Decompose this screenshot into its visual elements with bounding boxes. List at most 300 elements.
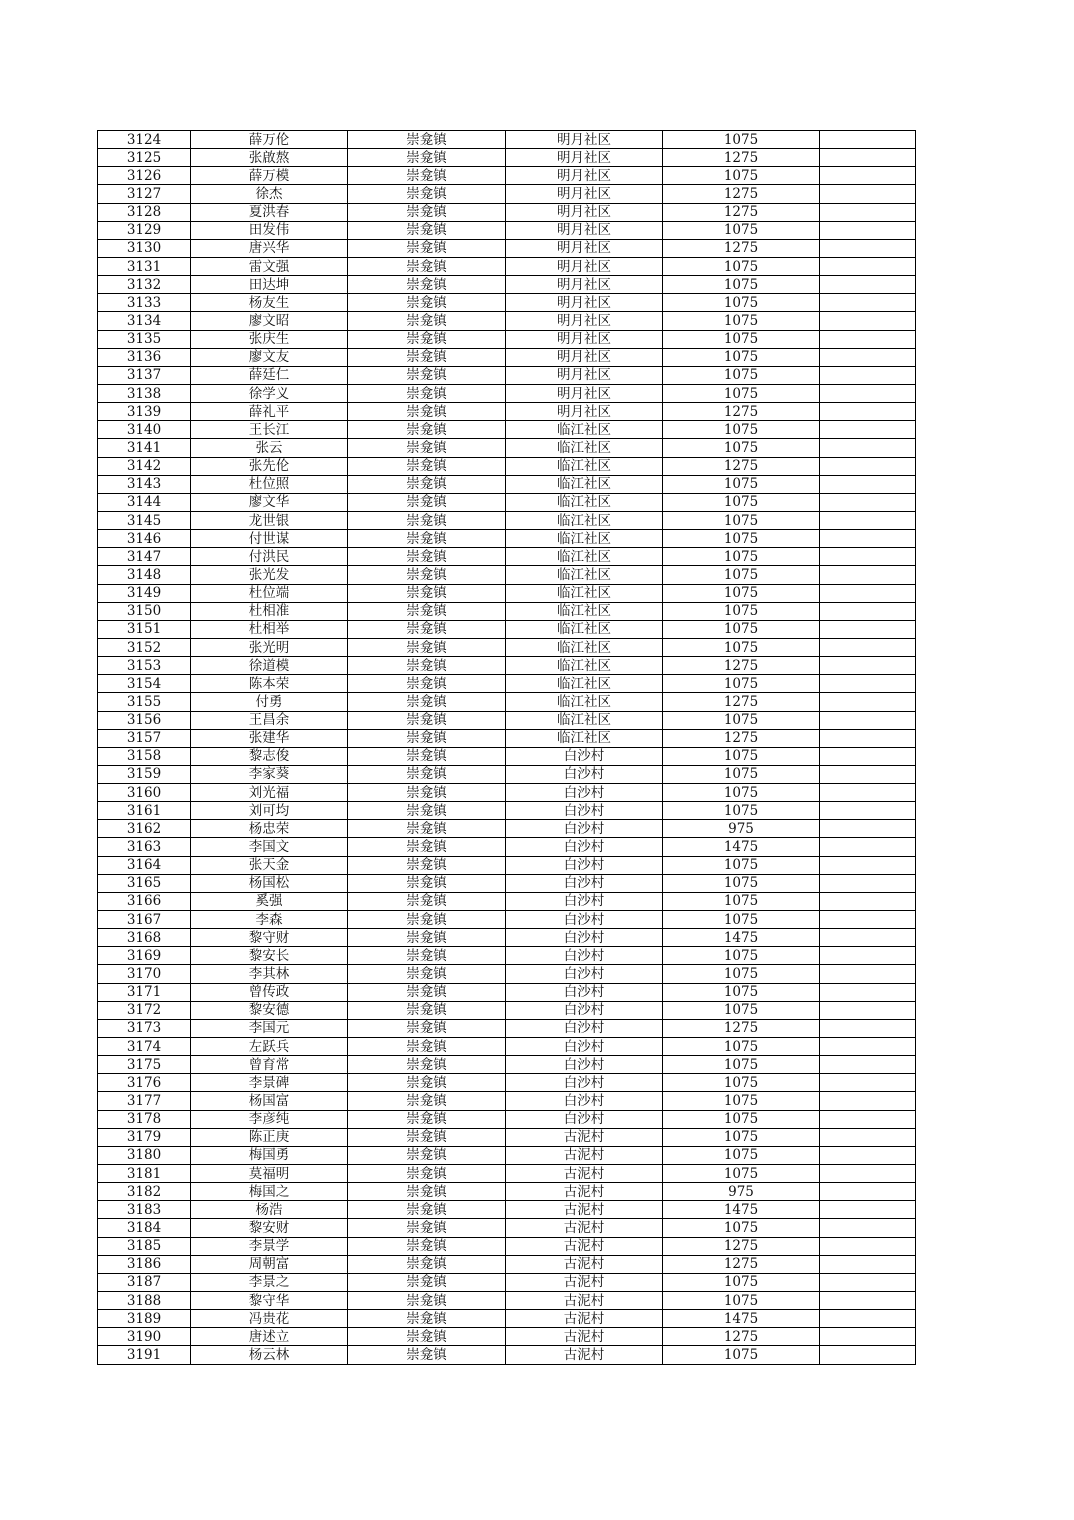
cell-town: 崇龛镇 <box>348 693 506 711</box>
cell-row-number: 3135 <box>98 330 191 348</box>
cell-remark <box>820 167 916 185</box>
cell-village: 白沙村 <box>506 965 663 983</box>
cell-remark <box>820 548 916 566</box>
table-row <box>98 657 916 675</box>
cell-row-number: 3174 <box>98 1038 191 1056</box>
cell-amount: 1075 <box>663 221 820 239</box>
cell-row-number: 3158 <box>98 747 191 765</box>
cell-town: 崇龛镇 <box>348 403 506 421</box>
cell-person-name: 杨国富 <box>191 1092 348 1110</box>
cell-amount: 1075 <box>663 784 820 802</box>
table-row <box>98 131 916 149</box>
cell-remark <box>820 784 916 802</box>
cell-town: 崇龛镇 <box>348 548 506 566</box>
cell-town: 崇龛镇 <box>348 874 506 892</box>
cell-town: 崇龛镇 <box>348 947 506 965</box>
cell-amount: 1075 <box>663 675 820 693</box>
table-row <box>98 1273 916 1291</box>
cell-amount: 1075 <box>663 530 820 548</box>
cell-person-name: 薛万模 <box>191 167 348 185</box>
cell-village: 白沙村 <box>506 1074 663 1092</box>
cell-village: 古泥村 <box>506 1292 663 1310</box>
cell-village: 古泥村 <box>506 1328 663 1346</box>
cell-person-name: 杜相举 <box>191 620 348 638</box>
cell-person-name: 付世谋 <box>191 530 348 548</box>
cell-town: 崇龛镇 <box>348 421 506 439</box>
cell-remark <box>820 330 916 348</box>
cell-village: 古泥村 <box>506 1273 663 1291</box>
cell-town: 崇龛镇 <box>348 983 506 1001</box>
cell-row-number: 3133 <box>98 294 191 312</box>
cell-village: 明月社区 <box>506 149 663 167</box>
cell-town: 崇龛镇 <box>348 711 506 729</box>
table-row <box>98 312 916 330</box>
cell-amount: 975 <box>663 820 820 838</box>
cell-town: 崇龛镇 <box>348 1310 506 1328</box>
cell-row-number: 3144 <box>98 493 191 511</box>
cell-row-number: 3153 <box>98 657 191 675</box>
cell-amount: 1075 <box>663 711 820 729</box>
cell-person-name: 陈正庚 <box>191 1128 348 1146</box>
cell-row-number: 3188 <box>98 1292 191 1310</box>
cell-person-name: 薛万伦 <box>191 131 348 149</box>
cell-remark <box>820 1165 916 1183</box>
cell-village: 白沙村 <box>506 1001 663 1019</box>
cell-amount: 1075 <box>663 312 820 330</box>
table-row <box>98 439 916 457</box>
cell-village: 白沙村 <box>506 1056 663 1074</box>
cell-village: 临江社区 <box>506 638 663 656</box>
cell-row-number: 3177 <box>98 1092 191 1110</box>
cell-remark <box>820 1292 916 1310</box>
cell-person-name: 雷文强 <box>191 257 348 275</box>
cell-village: 白沙村 <box>506 765 663 783</box>
cell-amount: 1275 <box>663 403 820 421</box>
cell-town: 崇龛镇 <box>348 203 506 221</box>
cell-amount: 1275 <box>663 149 820 167</box>
cell-row-number: 3147 <box>98 548 191 566</box>
cell-row-number: 3126 <box>98 167 191 185</box>
cell-town: 崇龛镇 <box>348 1292 506 1310</box>
cell-row-number: 3171 <box>98 983 191 1001</box>
cell-town: 崇龛镇 <box>348 294 506 312</box>
table-row <box>98 820 916 838</box>
cell-amount: 1075 <box>663 856 820 874</box>
table-row <box>98 965 916 983</box>
cell-remark <box>820 638 916 656</box>
cell-remark <box>820 838 916 856</box>
cell-row-number: 3151 <box>98 620 191 638</box>
cell-village: 白沙村 <box>506 1110 663 1128</box>
cell-village: 临江社区 <box>506 675 663 693</box>
cell-remark <box>820 802 916 820</box>
cell-remark <box>820 1092 916 1110</box>
cell-row-number: 3160 <box>98 784 191 802</box>
cell-remark <box>820 1038 916 1056</box>
cell-town: 崇龛镇 <box>348 838 506 856</box>
cell-town: 崇龛镇 <box>348 1019 506 1037</box>
cell-remark <box>820 620 916 638</box>
cell-amount: 1075 <box>663 620 820 638</box>
cell-amount: 1075 <box>663 1273 820 1291</box>
cell-row-number: 3143 <box>98 475 191 493</box>
cell-amount: 1475 <box>663 1201 820 1219</box>
cell-person-name: 张光明 <box>191 638 348 656</box>
table-row <box>98 983 916 1001</box>
cell-row-number: 3125 <box>98 149 191 167</box>
cell-remark <box>820 511 916 529</box>
cell-remark <box>820 276 916 294</box>
cell-person-name: 徐杰 <box>191 185 348 203</box>
table-row <box>98 620 916 638</box>
cell-remark <box>820 1237 916 1255</box>
cell-person-name: 曾传政 <box>191 983 348 1001</box>
cell-town: 崇龛镇 <box>348 911 506 929</box>
cell-amount: 1075 <box>663 638 820 656</box>
cell-town: 崇龛镇 <box>348 167 506 185</box>
table-row <box>98 1292 916 1310</box>
cell-village: 白沙村 <box>506 874 663 892</box>
cell-remark <box>820 384 916 402</box>
cell-town: 崇龛镇 <box>348 784 506 802</box>
cell-village: 白沙村 <box>506 1092 663 1110</box>
cell-village: 古泥村 <box>506 1183 663 1201</box>
cell-remark <box>820 530 916 548</box>
cell-remark <box>820 239 916 257</box>
table-row <box>98 602 916 620</box>
cell-amount: 1075 <box>663 983 820 1001</box>
cell-person-name: 杨浩 <box>191 1201 348 1219</box>
cell-town: 崇龛镇 <box>348 257 506 275</box>
cell-person-name: 付洪民 <box>191 548 348 566</box>
cell-amount: 1075 <box>663 276 820 294</box>
cell-village: 明月社区 <box>506 203 663 221</box>
cell-person-name: 黎守财 <box>191 929 348 947</box>
cell-person-name: 莫福明 <box>191 1165 348 1183</box>
cell-person-name: 黎安财 <box>191 1219 348 1237</box>
cell-row-number: 3154 <box>98 675 191 693</box>
cell-remark <box>820 1019 916 1037</box>
cell-village: 临江社区 <box>506 493 663 511</box>
cell-amount: 1475 <box>663 929 820 947</box>
cell-person-name: 李家葵 <box>191 765 348 783</box>
cell-village: 明月社区 <box>506 167 663 185</box>
cell-person-name: 徐道模 <box>191 657 348 675</box>
cell-village: 白沙村 <box>506 892 663 910</box>
cell-remark <box>820 348 916 366</box>
cell-town: 崇龛镇 <box>348 384 506 402</box>
cell-person-name: 廖文昭 <box>191 312 348 330</box>
cell-row-number: 3184 <box>98 1219 191 1237</box>
table-row <box>98 330 916 348</box>
cell-row-number: 3168 <box>98 929 191 947</box>
cell-amount: 1075 <box>663 802 820 820</box>
cell-town: 崇龛镇 <box>348 276 506 294</box>
cell-remark <box>820 185 916 203</box>
cell-amount: 1475 <box>663 838 820 856</box>
cell-village: 临江社区 <box>506 584 663 602</box>
cell-village: 白沙村 <box>506 838 663 856</box>
cell-person-name: 张庆生 <box>191 330 348 348</box>
cell-amount: 1075 <box>663 330 820 348</box>
cell-town: 崇龛镇 <box>348 1146 506 1164</box>
cell-person-name: 刘可均 <box>191 802 348 820</box>
roster-table-body <box>98 131 916 1365</box>
cell-town: 崇龛镇 <box>348 530 506 548</box>
table-row <box>98 1328 916 1346</box>
table-row <box>98 1255 916 1273</box>
table-row <box>98 239 916 257</box>
cell-remark <box>820 457 916 475</box>
table-row <box>98 802 916 820</box>
cell-remark <box>820 493 916 511</box>
cell-row-number: 3169 <box>98 947 191 965</box>
cell-town: 崇龛镇 <box>348 1237 506 1255</box>
cell-row-number: 3148 <box>98 566 191 584</box>
cell-remark <box>820 675 916 693</box>
table-row <box>98 1074 916 1092</box>
table-row <box>98 366 916 384</box>
cell-town: 崇龛镇 <box>348 1001 506 1019</box>
cell-remark <box>820 1310 916 1328</box>
cell-row-number: 3175 <box>98 1056 191 1074</box>
cell-row-number: 3149 <box>98 584 191 602</box>
cell-remark <box>820 1183 916 1201</box>
cell-village: 临江社区 <box>506 421 663 439</box>
cell-village: 临江社区 <box>506 693 663 711</box>
cell-town: 崇龛镇 <box>348 239 506 257</box>
cell-village: 古泥村 <box>506 1165 663 1183</box>
cell-town: 崇龛镇 <box>348 657 506 675</box>
cell-village: 明月社区 <box>506 366 663 384</box>
cell-amount: 1275 <box>663 657 820 675</box>
cell-village: 临江社区 <box>506 657 663 675</box>
cell-remark <box>820 1201 916 1219</box>
table-row <box>98 548 916 566</box>
table-row <box>98 1056 916 1074</box>
cell-person-name: 杜位端 <box>191 584 348 602</box>
table-row <box>98 221 916 239</box>
cell-row-number: 3166 <box>98 892 191 910</box>
table-row <box>98 838 916 856</box>
cell-row-number: 3157 <box>98 729 191 747</box>
cell-row-number: 3162 <box>98 820 191 838</box>
cell-village: 白沙村 <box>506 856 663 874</box>
table-row <box>98 784 916 802</box>
cell-person-name: 田发伟 <box>191 221 348 239</box>
table-row <box>98 729 916 747</box>
cell-town: 崇龛镇 <box>348 348 506 366</box>
table-row <box>98 856 916 874</box>
cell-person-name: 曾育常 <box>191 1056 348 1074</box>
cell-remark <box>820 257 916 275</box>
cell-town: 崇龛镇 <box>348 620 506 638</box>
cell-row-number: 3140 <box>98 421 191 439</box>
cell-person-name: 李景学 <box>191 1237 348 1255</box>
cell-amount: 1075 <box>663 439 820 457</box>
cell-amount: 1075 <box>663 548 820 566</box>
cell-town: 崇龛镇 <box>348 475 506 493</box>
cell-amount: 1075 <box>663 584 820 602</box>
cell-amount: 1075 <box>663 874 820 892</box>
cell-town: 崇龛镇 <box>348 1165 506 1183</box>
cell-amount: 1075 <box>663 475 820 493</box>
table-row <box>98 1237 916 1255</box>
cell-row-number: 3179 <box>98 1128 191 1146</box>
cell-village: 临江社区 <box>506 602 663 620</box>
table-row <box>98 475 916 493</box>
cell-person-name: 杜位照 <box>191 475 348 493</box>
roster-table <box>97 130 916 1365</box>
table-row <box>98 929 916 947</box>
cell-remark <box>820 584 916 602</box>
cell-person-name: 王昌余 <box>191 711 348 729</box>
cell-village: 白沙村 <box>506 911 663 929</box>
cell-row-number: 3139 <box>98 403 191 421</box>
cell-row-number: 3136 <box>98 348 191 366</box>
cell-amount: 1275 <box>663 203 820 221</box>
table-row <box>98 1038 916 1056</box>
cell-town: 崇龛镇 <box>348 929 506 947</box>
cell-person-name: 廖文友 <box>191 348 348 366</box>
cell-village: 临江社区 <box>506 620 663 638</box>
cell-remark <box>820 1219 916 1237</box>
cell-remark <box>820 312 916 330</box>
cell-town: 崇龛镇 <box>348 439 506 457</box>
cell-village: 白沙村 <box>506 983 663 1001</box>
cell-amount: 1075 <box>663 1092 820 1110</box>
cell-amount: 1075 <box>663 1165 820 1183</box>
cell-village: 临江社区 <box>506 711 663 729</box>
cell-town: 崇龛镇 <box>348 765 506 783</box>
cell-row-number: 3146 <box>98 530 191 548</box>
table-row <box>98 1219 916 1237</box>
cell-town: 崇龛镇 <box>348 1183 506 1201</box>
cell-row-number: 3129 <box>98 221 191 239</box>
cell-remark <box>820 203 916 221</box>
cell-row-number: 3138 <box>98 384 191 402</box>
cell-remark <box>820 874 916 892</box>
cell-row-number: 3164 <box>98 856 191 874</box>
cell-remark <box>820 366 916 384</box>
cell-village: 明月社区 <box>506 257 663 275</box>
cell-remark <box>820 403 916 421</box>
cell-remark <box>820 1146 916 1164</box>
table-row <box>98 566 916 584</box>
table-row <box>98 1310 916 1328</box>
cell-town: 崇龛镇 <box>348 493 506 511</box>
cell-person-name: 黎安长 <box>191 947 348 965</box>
cell-remark <box>820 1128 916 1146</box>
cell-village: 明月社区 <box>506 239 663 257</box>
cell-amount: 1275 <box>663 1237 820 1255</box>
cell-amount: 1075 <box>663 493 820 511</box>
table-row <box>98 1183 916 1201</box>
cell-town: 崇龛镇 <box>348 1038 506 1056</box>
table-row <box>98 693 916 711</box>
cell-amount: 1075 <box>663 892 820 910</box>
cell-village: 临江社区 <box>506 439 663 457</box>
table-row <box>98 276 916 294</box>
cell-person-name: 付勇 <box>191 693 348 711</box>
cell-amount: 1075 <box>663 1146 820 1164</box>
cell-town: 崇龛镇 <box>348 1110 506 1128</box>
cell-remark <box>820 765 916 783</box>
cell-town: 崇龛镇 <box>348 221 506 239</box>
table-row <box>98 1165 916 1183</box>
table-row <box>98 384 916 402</box>
cell-row-number: 3183 <box>98 1201 191 1219</box>
cell-row-number: 3127 <box>98 185 191 203</box>
cell-town: 崇龛镇 <box>348 1128 506 1146</box>
cell-town: 崇龛镇 <box>348 312 506 330</box>
cell-row-number: 3173 <box>98 1019 191 1037</box>
table-row <box>98 1092 916 1110</box>
cell-row-number: 3181 <box>98 1165 191 1183</box>
cell-person-name: 李景碑 <box>191 1074 348 1092</box>
cell-town: 崇龛镇 <box>348 566 506 584</box>
cell-amount: 975 <box>663 1183 820 1201</box>
cell-row-number: 3189 <box>98 1310 191 1328</box>
table-row <box>98 874 916 892</box>
table-row <box>98 1001 916 1019</box>
table-row <box>98 747 916 765</box>
cell-amount: 1075 <box>663 1219 820 1237</box>
cell-person-name: 王长江 <box>191 421 348 439</box>
cell-town: 崇龛镇 <box>348 820 506 838</box>
cell-remark <box>820 1346 916 1364</box>
cell-remark <box>820 747 916 765</box>
cell-village: 临江社区 <box>506 530 663 548</box>
cell-village: 古泥村 <box>506 1310 663 1328</box>
cell-amount: 1275 <box>663 239 820 257</box>
cell-amount: 1275 <box>663 1255 820 1273</box>
cell-amount: 1075 <box>663 348 820 366</box>
cell-remark <box>820 929 916 947</box>
cell-amount: 1075 <box>663 1346 820 1364</box>
table-row <box>98 421 916 439</box>
cell-town: 崇龛镇 <box>348 149 506 167</box>
cell-row-number: 3155 <box>98 693 191 711</box>
cell-remark <box>820 1273 916 1291</box>
table-row <box>98 1146 916 1164</box>
cell-village: 古泥村 <box>506 1201 663 1219</box>
cell-person-name: 杨国松 <box>191 874 348 892</box>
cell-town: 崇龛镇 <box>348 330 506 348</box>
cell-town: 崇龛镇 <box>348 1346 506 1364</box>
cell-row-number: 3187 <box>98 1273 191 1291</box>
cell-town: 崇龛镇 <box>348 965 506 983</box>
cell-town: 崇龛镇 <box>348 638 506 656</box>
cell-amount: 1075 <box>663 294 820 312</box>
cell-village: 古泥村 <box>506 1237 663 1255</box>
cell-town: 崇龛镇 <box>348 1201 506 1219</box>
table-row <box>98 1128 916 1146</box>
table-row <box>98 1019 916 1037</box>
cell-row-number: 3190 <box>98 1328 191 1346</box>
cell-village: 白沙村 <box>506 1038 663 1056</box>
cell-remark <box>820 947 916 965</box>
table-row <box>98 1346 916 1364</box>
cell-village: 白沙村 <box>506 784 663 802</box>
cell-row-number: 3182 <box>98 1183 191 1201</box>
table-row <box>98 584 916 602</box>
cell-village: 临江社区 <box>506 475 663 493</box>
cell-amount: 1075 <box>663 965 820 983</box>
table-row <box>98 638 916 656</box>
cell-amount: 1075 <box>663 257 820 275</box>
cell-row-number: 3131 <box>98 257 191 275</box>
